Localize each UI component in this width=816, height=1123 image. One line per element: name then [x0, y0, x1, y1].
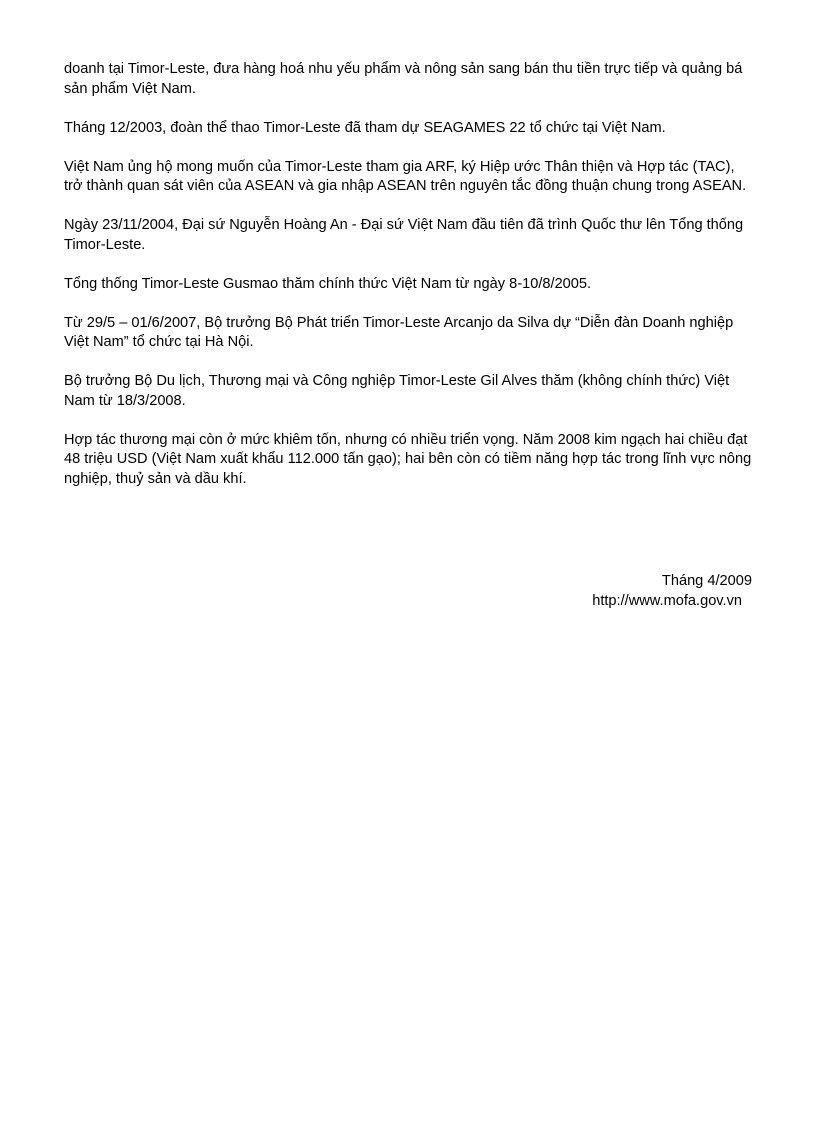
paragraph-asean-support: Việt Nam ủng hộ mong muốn của Timor-Leste tham gia ARF, ký Hiệp ước Thân thiện và Hợp tác (TAC), trở thành quan sát viên của ASEAN và gia nhập ASEAN trên nguyên tắc đồng thuận chung trong ASEAN.: [64, 158, 747, 194]
paragraph-trade-cooperation: Hợp tác thương mại còn ở mức khiêm tốn, nhưng có nhiều triển vọng. Năm 2008 kim ngạch hai chiều đạt 48 triệu USD (Việt Nam xuất khẩu 112.000 tấn gạo); hai bên còn có tiềm năng hợp tác trong lĩnh vực nông nghiệp, thuỷ sản và dầu khí.: [64, 431, 752, 487]
document-signature: [592, 572, 752, 611]
paragraph-minister-forum: Từ 29/5 – 01/6/2007, Bộ trưởng Bộ Phát triển Timor-Leste Arcanjo da Silva dự “Diễn đàn Doanh nghiệp Việt Nam” tổ chức tại Hà Nội.: [64, 314, 734, 350]
paragraph-trade-promotion: doanh tại Timor-Leste, đưa hàng hoá nhu yếu phẩm và nông sản sang bán thu tiền trực tiếp và quảng bá sản phẩm Việt Nam.: [64, 61, 743, 97]
paragraph-ambassador: Ngày 23/11/2004, Đại sứ Nguyễn Hoàng An - Đại sứ Việt Nam đầu tiên đã trình Quốc thư lên Tổng thống Timor-Leste.: [64, 217, 744, 253]
paragraph-minister-visit: Bộ trưởng Bộ Du lịch, Thương mại và Công nghiệp Timor-Leste Gil Alves thăm (không chính thức) Việt Nam từ 18/3/2008.: [64, 373, 730, 409]
signature-date: Tháng 4/2009: [661, 573, 752, 589]
paragraph-president-visit: Tổng thống Timor-Leste Gusmao thăm chính thức Việt Nam từ ngày 8-10/8/2005.: [64, 275, 592, 292]
signature-source-url: http://www.mofa.gov.vn: [592, 592, 742, 609]
document-body: [64, 60, 752, 509]
paragraph-seagames: Tháng 12/2003, đoàn thể thao Timor-Leste đã tham dự SEAGAMES 22 tổ chức tại Việt Nam.: [64, 119, 666, 136]
